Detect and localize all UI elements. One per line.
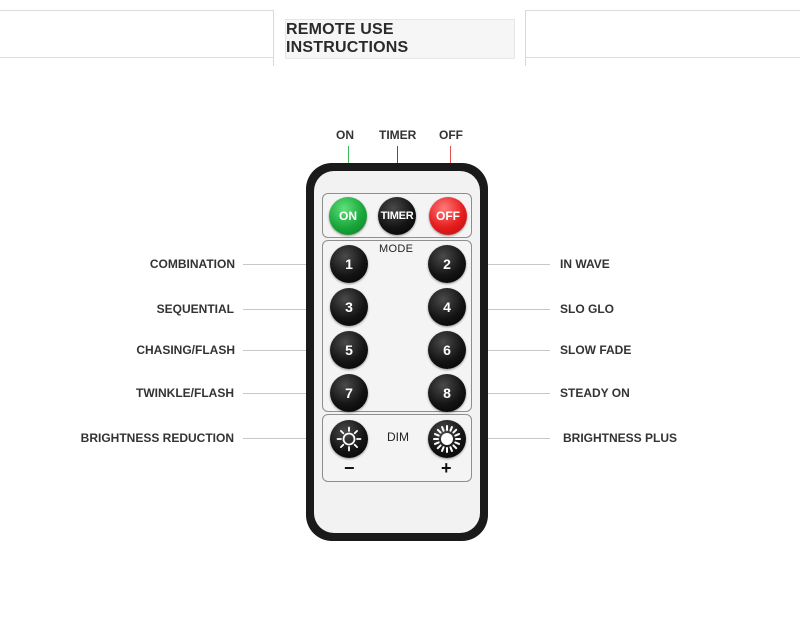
label-twinkle-flash: TWINKLE/FLASH <box>136 386 234 400</box>
label-slo-glo: SLO GLO <box>560 302 614 316</box>
mode-button-8[interactable]: 8 <box>428 374 466 412</box>
label-timer: TIMER <box>379 128 417 142</box>
label-off: OFF <box>439 128 463 142</box>
brightness-plus-button[interactable] <box>428 420 466 458</box>
mode-label: MODE <box>379 243 414 255</box>
label-slow-fade: SLOW FADE <box>560 343 632 357</box>
mode-button-3[interactable]: 3 <box>330 288 368 326</box>
timer-button[interactable]: TIMER <box>378 197 416 235</box>
label-combination: COMBINATION <box>149 257 235 271</box>
brightness-minus-button[interactable] <box>330 420 368 458</box>
off-button[interactable]: OFF <box>429 197 467 235</box>
plus-sign: + <box>441 458 452 478</box>
dim-label: DIM <box>387 430 409 444</box>
label-steady-on: STEADY ON <box>560 386 630 400</box>
label-brightness-plus: BRIGHTNESS PLUS <box>563 431 678 445</box>
mode-button-5[interactable]: 5 <box>330 331 368 369</box>
label-on: ON <box>336 128 354 142</box>
label-chasing-flash: CHASING/FLASH <box>136 343 235 357</box>
label-brightness-reduction: BRIGHTNESS REDUCTION <box>80 431 234 445</box>
page-title: REMOTE USE INSTRUCTIONS <box>285 19 515 59</box>
header-rule-left <box>0 10 273 11</box>
header-rule-right-bottom <box>526 57 800 58</box>
mode-button-4[interactable]: 4 <box>428 288 466 326</box>
mode-button-6[interactable]: 6 <box>428 331 466 369</box>
header-rule-right <box>526 10 800 11</box>
mode-button-1[interactable]: 1 <box>330 245 368 283</box>
header-rule-left-bottom <box>0 57 273 58</box>
mode-button-7[interactable]: 7 <box>330 374 368 412</box>
label-sequential: SEQUENTIAL <box>156 302 234 316</box>
sun-outline-icon <box>335 425 363 453</box>
mode-button-2[interactable]: 2 <box>428 245 466 283</box>
minus-sign: − <box>344 458 355 478</box>
sun-filled-icon <box>432 424 462 454</box>
label-in-wave: IN WAVE <box>560 257 610 271</box>
on-button[interactable]: ON <box>329 197 367 235</box>
